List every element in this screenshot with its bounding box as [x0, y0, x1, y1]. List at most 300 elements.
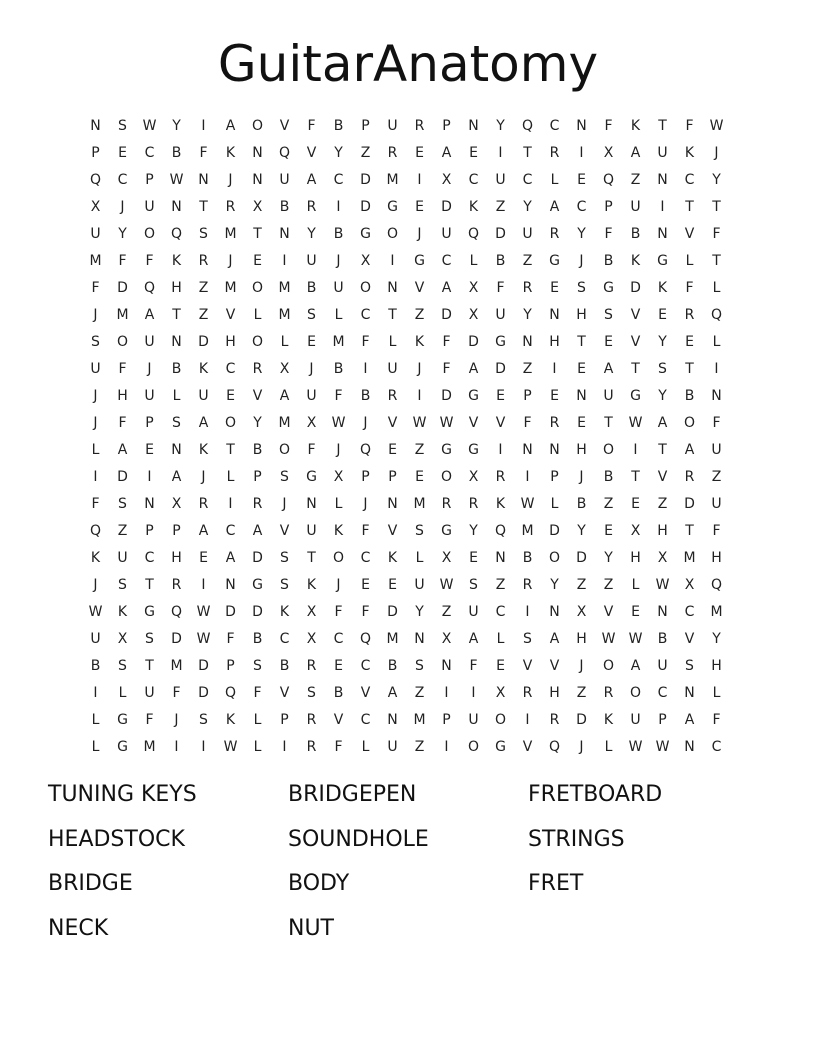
grid-cell: E [631, 495, 640, 512]
grid-cell: O [629, 684, 642, 701]
grid-cell: C [468, 171, 479, 188]
grid-cell: D [576, 711, 587, 728]
grid-cell: L [361, 738, 370, 755]
grid-cell: B [684, 387, 695, 404]
grid-cell: Z [711, 468, 722, 485]
grid-cell: D [252, 603, 263, 620]
grid-cell: W [412, 414, 427, 431]
grid-cell: Y [496, 117, 505, 134]
grid-cell: D [387, 603, 398, 620]
grid-cell: Z [576, 576, 587, 593]
grid-cell: M [413, 711, 426, 728]
grid-cell: V [306, 144, 317, 161]
grid-cell: V [360, 684, 371, 701]
grid-cell: B [387, 657, 398, 674]
grid-cell: I [660, 198, 665, 215]
grid-cell: A [549, 198, 560, 215]
grid-cell: R [522, 576, 533, 593]
grid-cell: W [439, 576, 454, 593]
grid-cell: F [172, 684, 181, 701]
grid-cell: X [468, 306, 479, 323]
word-list-item: STRINGS [528, 826, 625, 852]
grid-cell: Y [712, 630, 721, 647]
letter-grid [82, 112, 730, 760]
grid-cell: I [525, 711, 530, 728]
grid-cell: T [172, 306, 181, 323]
grid-cell: C [225, 360, 236, 377]
grid-cell: H [630, 549, 641, 566]
grid-cell: F [361, 603, 370, 620]
grid-cell: I [525, 603, 530, 620]
grid-cell: N [387, 495, 398, 512]
grid-cell: I [93, 684, 98, 701]
grid-cell: R [549, 225, 560, 242]
grid-cell: J [579, 468, 584, 485]
grid-cell: J [93, 306, 98, 323]
grid-cell: R [225, 198, 236, 215]
grid-cell: D [117, 468, 128, 485]
grid-cell: J [579, 738, 584, 755]
grid-cell: E [361, 576, 370, 593]
grid-cell: Z [522, 252, 533, 269]
grid-cell: I [282, 252, 287, 269]
grid-cell: G [468, 441, 479, 458]
grid-cell: R [414, 117, 425, 134]
grid-cell: A [387, 684, 398, 701]
grid-cell: V [684, 225, 695, 242]
grid-cell: H [576, 441, 587, 458]
grid-cell: P [388, 468, 397, 485]
grid-cell: U [144, 333, 155, 350]
grid-cell: C [360, 549, 371, 566]
grid-cell: O [440, 468, 453, 485]
grid-cell: F [442, 333, 451, 350]
grid-cell: U [90, 630, 101, 647]
grid-cell: M [386, 630, 399, 647]
grid-cell: W [628, 738, 643, 755]
grid-cell: C [117, 171, 128, 188]
grid-cell: N [549, 441, 560, 458]
grid-cell: W [196, 603, 211, 620]
grid-cell: J [147, 360, 152, 377]
grid-cell: F [523, 414, 532, 431]
grid-cell: A [252, 522, 263, 539]
grid-cell: O [548, 549, 561, 566]
grid-cell: K [198, 441, 209, 458]
grid-cell: O [386, 225, 399, 242]
grid-cell: X [576, 603, 587, 620]
grid-cell: S [199, 225, 208, 242]
grid-cell: I [444, 684, 449, 701]
grid-cell: P [253, 468, 262, 485]
grid-cell: D [441, 387, 452, 404]
grid-cell: I [282, 738, 287, 755]
grid-cell: N [522, 441, 533, 458]
grid-cell: I [147, 468, 152, 485]
grid-cell: F [712, 522, 721, 539]
grid-cell: Z [603, 495, 614, 512]
grid-cell: M [143, 738, 156, 755]
grid-cell: F [145, 252, 154, 269]
grid-cell: T [307, 549, 316, 566]
grid-cell: E [118, 144, 127, 161]
grid-cell: B [279, 657, 290, 674]
grid-cell: I [525, 468, 530, 485]
grid-cell: U [522, 225, 533, 242]
grid-cell: O [251, 279, 264, 296]
grid-cell: U [495, 171, 506, 188]
grid-cell: X [441, 549, 452, 566]
grid-cell: C [684, 603, 695, 620]
grid-cell: C [657, 684, 668, 701]
grid-cell: D [198, 657, 209, 674]
grid-cell: T [631, 468, 640, 485]
grid-cell: I [201, 117, 206, 134]
grid-cell: S [415, 657, 424, 674]
grid-cell: M [278, 306, 291, 323]
grid-cell: I [228, 495, 233, 512]
word-list-item: NUT [288, 915, 334, 941]
grid-cell: Y [523, 306, 532, 323]
grid-cell: R [198, 252, 209, 269]
grid-cell: L [253, 306, 262, 323]
grid-cell: H [171, 549, 182, 566]
grid-cell: E [388, 441, 397, 458]
grid-cell: A [198, 414, 209, 431]
grid-cell: W [655, 738, 670, 755]
grid-cell: A [171, 468, 182, 485]
grid-cell: N [684, 738, 695, 755]
grid-cell: N [279, 225, 290, 242]
word-list-item: SOUNDHOLE [288, 826, 429, 852]
grid-cell: A [684, 711, 695, 728]
grid-cell: E [577, 360, 586, 377]
grid-cell: T [685, 360, 694, 377]
grid-cell: A [225, 549, 236, 566]
word-list-item: FRETBOARD [528, 782, 663, 807]
grid-cell: D [441, 306, 452, 323]
grid-cell: U [603, 387, 614, 404]
grid-cell: Z [657, 495, 668, 512]
grid-cell: K [171, 252, 182, 269]
grid-cell: Y [253, 414, 262, 431]
grid-cell: D [360, 198, 371, 215]
grid-cell: I [201, 576, 206, 593]
grid-cell: H [576, 630, 587, 647]
grid-cell: H [711, 549, 722, 566]
grid-cell: Z [630, 171, 641, 188]
grid-cell: L [712, 333, 721, 350]
grid-cell: M [683, 549, 696, 566]
grid-cell: G [414, 252, 425, 269]
grid-cell: C [522, 171, 533, 188]
grid-cell: I [498, 144, 503, 161]
grid-cell: B [252, 441, 263, 458]
word-list-item: TUNING KEYS [48, 782, 197, 807]
grid-cell: J [417, 225, 422, 242]
grid-cell: Q [494, 522, 507, 539]
grid-cell: X [90, 198, 101, 215]
grid-cell: E [604, 522, 613, 539]
grid-cell: S [91, 333, 100, 350]
grid-cell: J [336, 576, 341, 593]
grid-cell: E [604, 333, 613, 350]
grid-cell: S [118, 495, 127, 512]
grid-cell: P [523, 387, 532, 404]
grid-cell: K [684, 144, 695, 161]
grid-cell: H [225, 333, 236, 350]
grid-cell: G [144, 603, 155, 620]
grid-cell: Z [117, 522, 128, 539]
grid-cell: R [171, 576, 182, 593]
grid-cell: C [144, 549, 155, 566]
grid-cell: I [201, 738, 206, 755]
grid-cell: A [630, 144, 641, 161]
grid-cell: U [117, 549, 128, 566]
grid-cell: T [685, 522, 694, 539]
grid-cell: S [118, 117, 127, 134]
grid-cell: F [685, 279, 694, 296]
grid-cell: D [252, 549, 263, 566]
grid-cell: R [252, 360, 263, 377]
grid-cell: R [306, 198, 317, 215]
grid-cell: D [684, 495, 695, 512]
grid-cell: N [522, 333, 533, 350]
grid-cell: Q [521, 117, 534, 134]
grid-cell: U [630, 198, 641, 215]
grid-cell: N [711, 387, 722, 404]
grid-cell: X [630, 522, 641, 539]
grid-cell: G [306, 468, 317, 485]
grid-cell: K [657, 279, 668, 296]
grid-cell: I [390, 252, 395, 269]
grid-cell: I [93, 468, 98, 485]
grid-cell: S [469, 576, 478, 593]
grid-cell: T [388, 306, 397, 323]
grid-cell: M [89, 252, 102, 269]
grid-cell: U [306, 387, 317, 404]
grid-cell: L [388, 333, 397, 350]
grid-cell: X [441, 630, 452, 647]
grid-cell: M [413, 495, 426, 512]
grid-cell: D [225, 603, 236, 620]
grid-cell: L [469, 252, 478, 269]
grid-cell: V [225, 306, 236, 323]
grid-cell: B [603, 252, 614, 269]
grid-cell: L [550, 171, 559, 188]
grid-cell: J [201, 468, 206, 485]
grid-cell: M [278, 279, 291, 296]
grid-cell: G [495, 738, 506, 755]
grid-cell: A [657, 414, 668, 431]
grid-cell: C [225, 522, 236, 539]
grid-cell: T [712, 198, 721, 215]
grid-cell: U [441, 225, 452, 242]
grid-cell: Z [198, 306, 209, 323]
grid-cell: V [414, 279, 425, 296]
grid-cell: L [91, 738, 100, 755]
grid-cell: T [523, 144, 532, 161]
grid-cell: U [711, 495, 722, 512]
grid-cell: Q [89, 171, 102, 188]
grid-cell: D [630, 279, 641, 296]
grid-cell: S [307, 306, 316, 323]
grid-cell: Z [414, 738, 425, 755]
grid-cell: S [172, 414, 181, 431]
grid-cell: M [521, 522, 534, 539]
grid-cell: X [333, 468, 344, 485]
grid-cell: A [603, 360, 614, 377]
grid-cell: C [576, 198, 587, 215]
grid-cell: Q [170, 603, 183, 620]
grid-cell: K [198, 360, 209, 377]
grid-cell: Y [712, 171, 721, 188]
grid-cell: N [252, 144, 263, 161]
grid-cell: N [171, 333, 182, 350]
grid-cell: T [658, 117, 667, 134]
grid-cell: U [387, 360, 398, 377]
grid-cell: E [631, 603, 640, 620]
grid-cell: U [711, 441, 722, 458]
grid-cell: X [441, 171, 452, 188]
grid-cell: C [360, 711, 371, 728]
grid-cell: J [93, 414, 98, 431]
grid-cell: F [334, 603, 343, 620]
grid-cell: V [603, 603, 614, 620]
grid-cell: Y [577, 225, 586, 242]
grid-cell: P [442, 117, 451, 134]
grid-cell: R [549, 414, 560, 431]
grid-cell: S [280, 468, 289, 485]
grid-cell: D [117, 279, 128, 296]
grid-cell: A [441, 279, 452, 296]
grid-cell: B [333, 684, 344, 701]
word-list-item: NECK [48, 915, 109, 941]
grid-cell: G [360, 225, 371, 242]
grid-cell: X [495, 684, 506, 701]
grid-cell: U [90, 225, 101, 242]
grid-cell: N [684, 684, 695, 701]
grid-cell: E [577, 171, 586, 188]
grid-cell: F [307, 117, 316, 134]
grid-cell: W [628, 630, 643, 647]
grid-cell: W [142, 117, 157, 134]
grid-cell: G [441, 441, 452, 458]
grid-cell: T [145, 657, 154, 674]
grid-cell: F [361, 333, 370, 350]
grid-cell: B [657, 630, 668, 647]
grid-cell: Y [334, 144, 343, 161]
grid-cell: W [331, 414, 346, 431]
grid-cell: J [93, 387, 98, 404]
grid-cell: N [171, 198, 182, 215]
grid-cell: S [280, 549, 289, 566]
grid-cell: N [387, 711, 398, 728]
grid-cell: E [415, 468, 424, 485]
grid-cell: H [171, 279, 182, 296]
grid-cell: Z [603, 576, 614, 593]
grid-cell: N [225, 576, 236, 593]
grid-cell: K [90, 549, 101, 566]
grid-cell: V [387, 414, 398, 431]
grid-cell: B [252, 630, 263, 647]
grid-cell: J [120, 198, 125, 215]
grid-cell: Q [602, 171, 615, 188]
grid-cell: X [684, 576, 695, 593]
grid-cell: I [633, 441, 638, 458]
grid-cell: S [577, 279, 586, 296]
grid-cell: G [441, 522, 452, 539]
grid-cell: D [576, 549, 587, 566]
grid-cell: N [657, 603, 668, 620]
grid-cell: U [414, 576, 425, 593]
grid-cell: Q [710, 576, 723, 593]
grid-cell: Z [360, 144, 371, 161]
grid-cell: E [226, 387, 235, 404]
grid-cell: B [522, 549, 533, 566]
grid-cell: E [469, 144, 478, 161]
grid-cell: F [361, 522, 370, 539]
grid-cell: O [494, 711, 507, 728]
grid-cell: L [415, 549, 424, 566]
grid-cell: F [199, 144, 208, 161]
grid-cell: W [88, 603, 103, 620]
grid-cell: P [145, 414, 154, 431]
grid-cell: K [630, 252, 641, 269]
grid-cell: R [198, 495, 209, 512]
grid-cell: N [387, 279, 398, 296]
grid-cell: Y [604, 549, 613, 566]
grid-cell: Y [550, 576, 559, 593]
grid-cell: X [657, 549, 668, 566]
grid-cell: C [333, 630, 344, 647]
grid-cell: E [415, 198, 424, 215]
grid-cell: P [361, 117, 370, 134]
grid-cell: D [549, 522, 560, 539]
grid-cell: N [657, 171, 668, 188]
grid-cell: F [469, 657, 478, 674]
grid-cell: H [549, 684, 560, 701]
grid-cell: Q [359, 441, 372, 458]
grid-cell: M [224, 279, 237, 296]
grid-cell: L [604, 738, 613, 755]
grid-cell: Z [576, 684, 587, 701]
grid-cell: V [630, 333, 641, 350]
grid-cell: P [658, 711, 667, 728]
grid-cell: V [684, 630, 695, 647]
grid-cell: Y [523, 198, 532, 215]
grid-cell: F [604, 117, 613, 134]
grid-cell: Q [170, 225, 183, 242]
grid-cell: F [685, 117, 694, 134]
grid-cell: I [363, 360, 368, 377]
grid-cell: E [415, 144, 424, 161]
grid-cell: S [415, 522, 424, 539]
grid-cell: P [145, 522, 154, 539]
grid-cell: D [360, 171, 371, 188]
grid-cell: C [495, 603, 506, 620]
grid-cell: U [306, 522, 317, 539]
grid-cell: X [306, 414, 317, 431]
grid-cell: A [144, 306, 155, 323]
grid-cell: J [228, 171, 233, 188]
grid-cell: H [711, 657, 722, 674]
grid-cell: L [172, 387, 181, 404]
grid-cell: S [658, 360, 667, 377]
grid-cell: A [279, 387, 290, 404]
grid-cell: S [118, 576, 127, 593]
grid-cell: A [468, 630, 479, 647]
